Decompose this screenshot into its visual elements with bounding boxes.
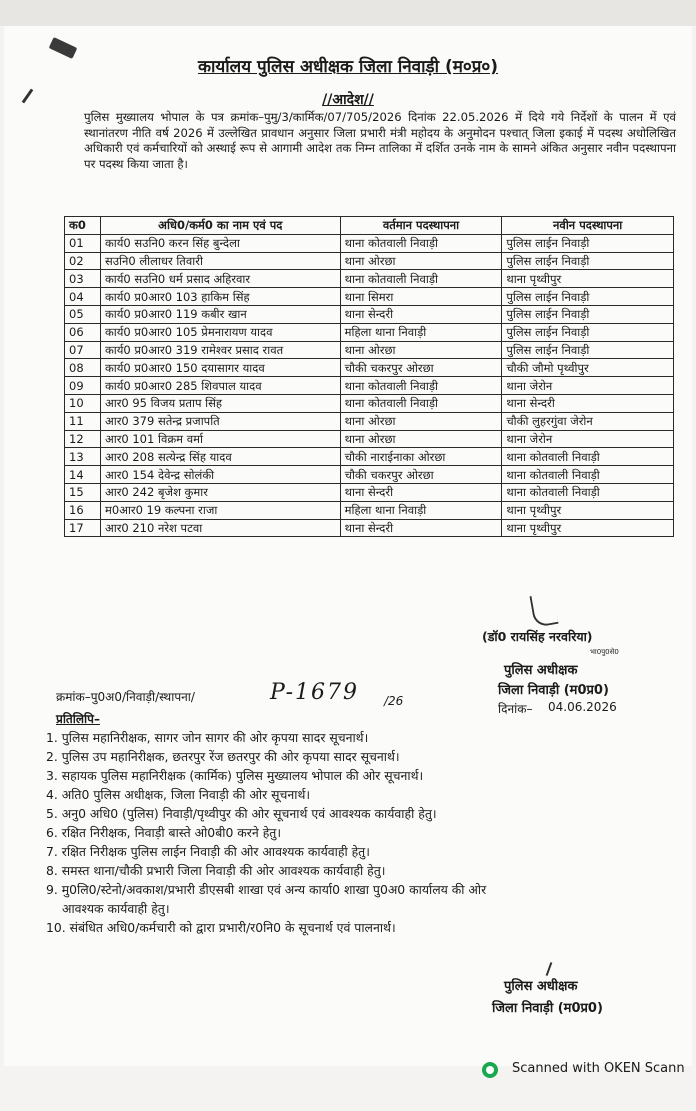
- table-row: [65, 288, 674, 306]
- cell-current-posting: थाना ओरछा: [340, 430, 502, 448]
- cell-current-posting: थाना ओरछा: [340, 252, 502, 270]
- cell-current-posting: महिला थाना निवाड़ी: [340, 501, 502, 519]
- top-margin: [0, 0, 696, 26]
- cell-current-posting: थाना कोतवाली निवाड़ी: [340, 394, 502, 412]
- table-row: [65, 252, 674, 270]
- table-row: [65, 341, 674, 359]
- cell-new-posting: थाना कोतवाली निवाड़ी: [502, 466, 674, 484]
- cell-new-posting: पुलिस लाईन निवाड़ी: [502, 234, 674, 252]
- cell-serial: 17: [65, 519, 101, 537]
- reference-handwritten: P-1679: [270, 680, 360, 705]
- signatory-designation-2: पुलिस अधीक्षक: [504, 979, 578, 994]
- order-date-label: दिनांक–: [498, 702, 533, 716]
- copy-item: 5. अनु0 अधि0 (पुलिस) निवाड़ी/पृथ्वीपुर की ओर सूचनार्थ एवं आवश्यक कार्यवाही हेतु।: [46, 806, 437, 821]
- cell-serial: 01: [65, 234, 101, 252]
- table-row: [65, 377, 674, 395]
- reference-number: क्रमांक–पु0अ0/निवाड़ी/स्थापना/: [56, 690, 195, 704]
- intro-paragraph: पुलिस मुख्यालय भोपाल के पत्र क्रमांक–पुमु/3/कार्मिक/07/705/2026 दिनांक 22.05.2026 में दिये गये निर्देशों के पालन में एवं स्थानांतरण नीति वर्ष 2026 में उल्लेखित प्रावधान अनुसार जिला प्रभारी मंत्री महोदय के अनुमोदन पश्चात् जिला इकाई में पदस्थ अधोलिखित अधिकारी एवं कर्मचारियों को अस्थाई रूप से आगामी आदेश तक निम्न तालिका में दर्शित उनके नाम के सामने अंकित अनुसार नवीन पदस्थापना पर पदस्थ किया जाता है।: [84, 110, 676, 171]
- cell-current-posting: थाना कोतवाली निवाड़ी: [340, 377, 502, 395]
- cell-name-post: कार्य0 प्र0आर0 103 हाकिम सिंह: [100, 288, 340, 306]
- cell-new-posting: थाना कोतवाली निवाड़ी: [502, 448, 674, 466]
- order-intro: [84, 110, 676, 172]
- office-title: कार्यालय पुलिस अधीक्षक जिला निवाड़ी (म०प्र०): [197, 57, 499, 77]
- cell-name-post: आर0 242 बृजेश कुमार: [100, 483, 340, 501]
- table-row: [65, 483, 674, 501]
- cell-new-posting: थाना जेरोन: [502, 430, 674, 448]
- signatory-designation: पुलिस अधीक्षक: [504, 663, 578, 678]
- cell-serial: 06: [65, 323, 101, 341]
- cell-current-posting: थाना सेन्दरी: [340, 305, 502, 323]
- cell-new-posting: पुलिस लाईन निवाड़ी: [502, 323, 674, 341]
- cell-serial: 03: [65, 270, 101, 288]
- copy-item: 6. रक्षित निरीक्षक, निवाड़ी बास्ते ओ0बी0 करने हेतु।: [46, 825, 282, 840]
- table-row: [65, 466, 674, 484]
- copy-item: 3. सहायक पुलिस महानिरीक्षक (कार्मिक) पुलिस मुख्यालय भोपाल की ओर सूचनार्थ।: [46, 768, 424, 783]
- cell-name-post: कार्य0 सउनि0 करन सिंह बुन्देला: [100, 234, 340, 252]
- cell-name-post: म0आर0 19 कल्पना राजा: [100, 501, 340, 519]
- scanner-watermark: Scanned with OKEN Scann: [512, 1061, 685, 1076]
- copy-item: 2. पुलिस उप महानिरीक्षक, छतरपुर रेंज छतरपुर की ओर कृपया सादर सूचनार्थ।: [46, 749, 400, 764]
- cell-current-posting: थाना सेन्दरी: [340, 483, 502, 501]
- cell-current-posting: थाना ओरछा: [340, 341, 502, 359]
- cell-current-posting: चौकी नाराईनाका ओरछा: [340, 448, 502, 466]
- copy-item: 7. रक्षित निरीक्षक पुलिस लाईन निवाड़ी की ओर आवश्यक कार्यवाही हेतु।: [46, 844, 370, 859]
- copy-list: [46, 728, 666, 937]
- col-header-new-posting: नवीन पदस्थापना: [502, 217, 674, 235]
- cell-name-post: कार्य0 प्र0आर0 285 शिवपाल यादव: [100, 377, 340, 395]
- copy-item: 8. समस्त थाना/चौकी प्रभारी जिला निवाड़ी की ओर आवश्यक कार्यवाही हेतु।: [46, 863, 386, 878]
- cell-serial: 11: [65, 412, 101, 430]
- cell-new-posting: पुलिस लाईन निवाड़ी: [502, 341, 674, 359]
- cell-name-post: आर0 379 सतेन्द्र प्रजापति: [100, 412, 340, 430]
- cell-name-post: कार्य0 प्र0आर0 150 दयासागर यादव: [100, 359, 340, 377]
- cell-new-posting: थाना जेरोन: [502, 377, 674, 395]
- cell-name-post: कार्य0 प्र0आर0 319 रामेश्वर प्रसाद रावत: [100, 341, 340, 359]
- copy-item: 9. मु0लि0/स्टेनो/अवकाश/प्रभारी डीएसबी शाखा एवं अन्य कार्या0 शाखा पु0अ0 कार्यालय की ओर: [46, 882, 487, 897]
- copy-item-continued: आवश्यक कार्यवाही हेतु।: [62, 901, 170, 916]
- cell-current-posting: चौकी चकरपुर ओरछा: [340, 359, 502, 377]
- cell-new-posting: चौकी जौमो पृथ्वीपुर: [502, 359, 674, 377]
- cell-current-posting: थाना कोतवाली निवाड़ी: [340, 270, 502, 288]
- table-row: [65, 448, 674, 466]
- cell-new-posting: थाना सेन्दरी: [502, 394, 674, 412]
- signatory-name: (डॉ0 रायसिंह नरवरिया): [482, 629, 593, 644]
- cell-new-posting: थाना कोतवाली निवाड़ी: [502, 483, 674, 501]
- table-row: [65, 412, 674, 430]
- table-row: [65, 359, 674, 377]
- cell-serial: 14: [65, 466, 101, 484]
- table-row: [65, 305, 674, 323]
- cell-new-posting: पुलिस लाईन निवाड़ी: [502, 252, 674, 270]
- cell-name-post: आर0 208 सत्येन्द्र सिंह यादव: [100, 448, 340, 466]
- table-row: [65, 323, 674, 341]
- copy-item: 4. अति0 पुलिस अधीक्षक, जिला निवाड़ी की ओर सूचनार्थ।: [46, 787, 311, 802]
- cell-serial: 12: [65, 430, 101, 448]
- cell-new-posting: पुलिस लाईन निवाड़ी: [502, 305, 674, 323]
- col-header-serial: क0: [65, 217, 101, 235]
- cell-current-posting: थाना ओरछा: [340, 412, 502, 430]
- cell-current-posting: थाना कोतवाली निवाड़ी: [340, 234, 502, 252]
- table-header-row: [65, 217, 674, 235]
- signatory-district-2: जिला निवाड़ी (म0प्र0): [492, 1001, 603, 1016]
- cell-name-post: सउनि0 लीलाधर तिवारी: [100, 252, 340, 270]
- cell-current-posting: महिला थाना निवाड़ी: [340, 323, 502, 341]
- cell-name-post: आर0 95 विजय प्रताप सिंह: [100, 394, 340, 412]
- cell-serial: 05: [65, 305, 101, 323]
- col-header-name: अधि0/कर्म0 का नाम एवं पद: [100, 217, 340, 235]
- copy-item: 10. संबंधित अधि0/कर्मचारी को द्वारा प्रभारी/र0नि0 के सूचनार्थ एवं पालनार्थ।: [46, 920, 396, 935]
- cell-name-post: कार्य0 सउनि0 धर्म प्रसाद अहिरवार: [100, 270, 340, 288]
- table-row: [65, 394, 674, 412]
- signatory-service: भा0पु0से0: [590, 648, 619, 656]
- cell-new-posting: थाना पृथ्वीपुर: [502, 270, 674, 288]
- cell-serial: 16: [65, 501, 101, 519]
- order-date: 04.06.2026: [548, 700, 617, 714]
- table-row: [65, 430, 674, 448]
- scanner-logo-icon: [482, 1062, 498, 1078]
- cell-serial: 15: [65, 483, 101, 501]
- cell-serial: 02: [65, 252, 101, 270]
- cell-serial: 08: [65, 359, 101, 377]
- cell-serial: 10: [65, 394, 101, 412]
- col-header-current-posting: वर्तमान पदस्थापना: [340, 217, 502, 235]
- table-row: [65, 270, 674, 288]
- cell-name-post: आर0 101 विक्रम वर्मा: [100, 430, 340, 448]
- cell-new-posting: चौकी लुहरगुंवा जेरोन: [502, 412, 674, 430]
- cell-new-posting: थाना पृथ्वीपुर: [502, 519, 674, 537]
- transfer-table: [64, 216, 674, 537]
- cell-name-post: कार्य0 प्र0आर0 119 कबीर खान: [100, 305, 340, 323]
- cell-name-post: कार्य0 प्र0आर0 105 प्रेमनारायण यादव: [100, 323, 340, 341]
- order-heading: //आदेश//: [322, 92, 374, 108]
- cell-serial: 07: [65, 341, 101, 359]
- cell-current-posting: थाना सिमरा: [340, 288, 502, 306]
- cell-name-post: आर0 154 देवेन्द्र सोलंकी: [100, 466, 340, 484]
- table-row: [65, 234, 674, 252]
- cell-serial: 04: [65, 288, 101, 306]
- copy-heading: प्रतिलिपि–: [56, 712, 100, 726]
- cell-current-posting: थाना सेन्दरी: [340, 519, 502, 537]
- table-row: [65, 501, 674, 519]
- signatory-district: जिला निवाड़ी (म0प्र0): [498, 683, 609, 698]
- cell-name-post: आर0 210 नरेश पटवा: [100, 519, 340, 537]
- copy-item: 1. पुलिस महानिरीक्षक, सागर जोन सागर की ओर कृपया सादर सूचनार्थ।: [46, 730, 369, 745]
- cell-serial: 09: [65, 377, 101, 395]
- reference-year: /26: [384, 694, 404, 708]
- cell-new-posting: थाना पृथ्वीपुर: [502, 501, 674, 519]
- cell-serial: 13: [65, 448, 101, 466]
- cell-current-posting: चौकी चकरपुर ओरछा: [340, 466, 502, 484]
- cell-new-posting: पुलिस लाईन निवाड़ी: [502, 288, 674, 306]
- table-row: [65, 519, 674, 537]
